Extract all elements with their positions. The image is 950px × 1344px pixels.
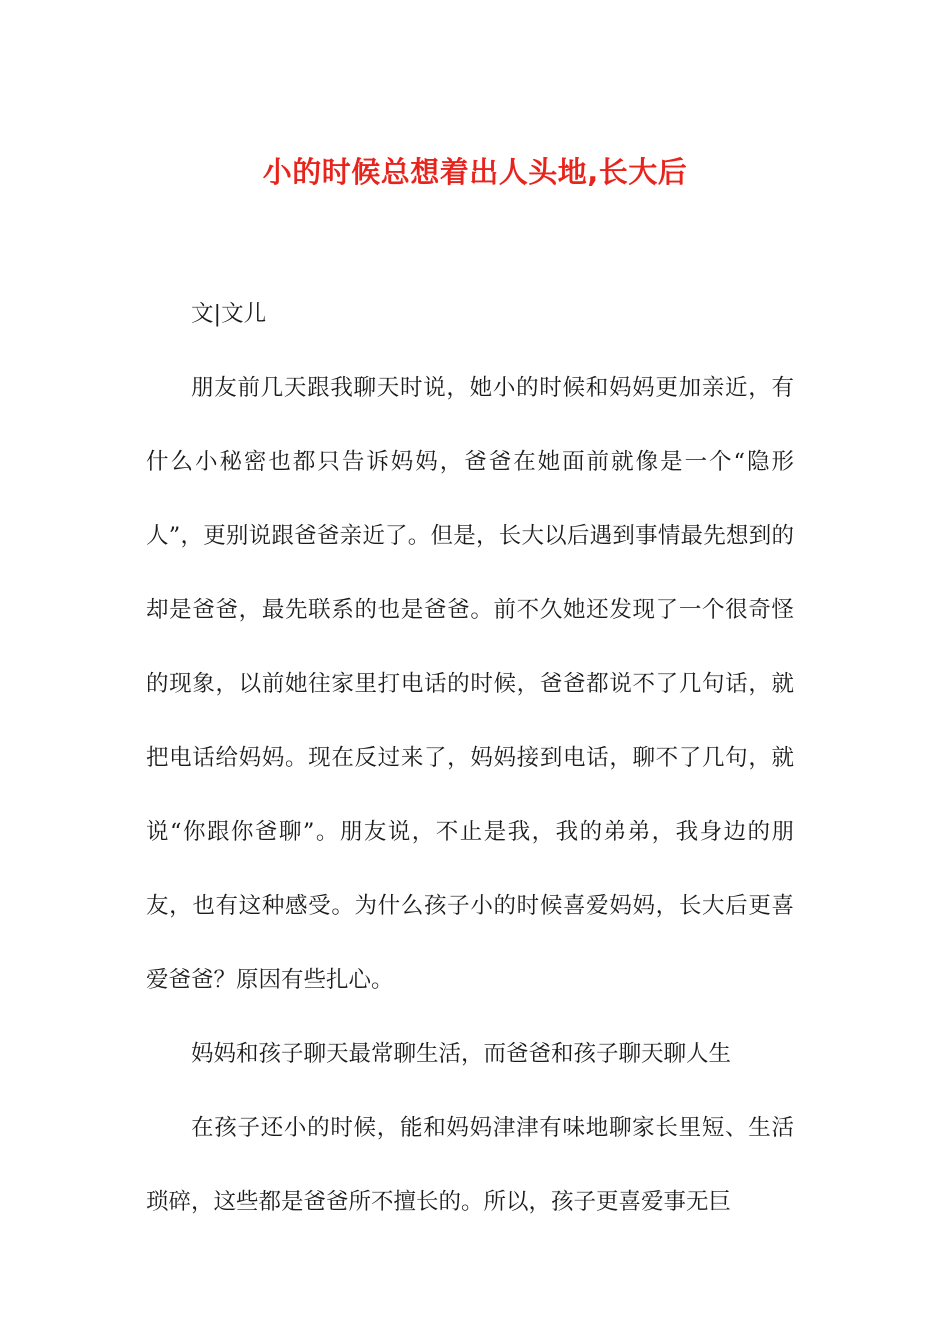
- paragraph: 妈妈和孩子聊天最常聊生活，而爸爸和孩子聊天聊人生: [191, 1041, 732, 1067]
- paragraph: 朋友前几天跟我聊天时说，她小的时候和妈妈更加亲近，有什么小秘密也都只告诉妈妈，爸爸在她面前就像是一个“隐形人”，更别说跟爸爸亲近了。但是，长大以后遇到事情最先想到的却是爸爸，最先联系的也是爸爸。前不久她还发现了一个很奇怪的现象，以前她往家里打电话的时候，爸爸都说不了几句话，就把电话给妈妈。现在反过来了，妈妈接到电话，聊不了几句，就说“你跟你爸聊”。朋友说，不止是我，我的弟弟，我身边的朋友，也有这种感受。为什么孩子小的时候喜爱妈妈，长大后更喜爱爸爸？原因有些扎心。: [146, 375, 794, 993]
- document-title: 小的时候总想着出人头地,长大后: [262, 155, 688, 189]
- document-body: [146, 277, 794, 1239]
- paragraph: 在孩子还小的时候，能和妈妈津津有味地聊家长里短、生活琐碎，这些都是爸爸所不擅长的。所以，孩子更喜爱事无巨: [146, 1115, 794, 1215]
- byline: 文|文儿: [191, 301, 267, 327]
